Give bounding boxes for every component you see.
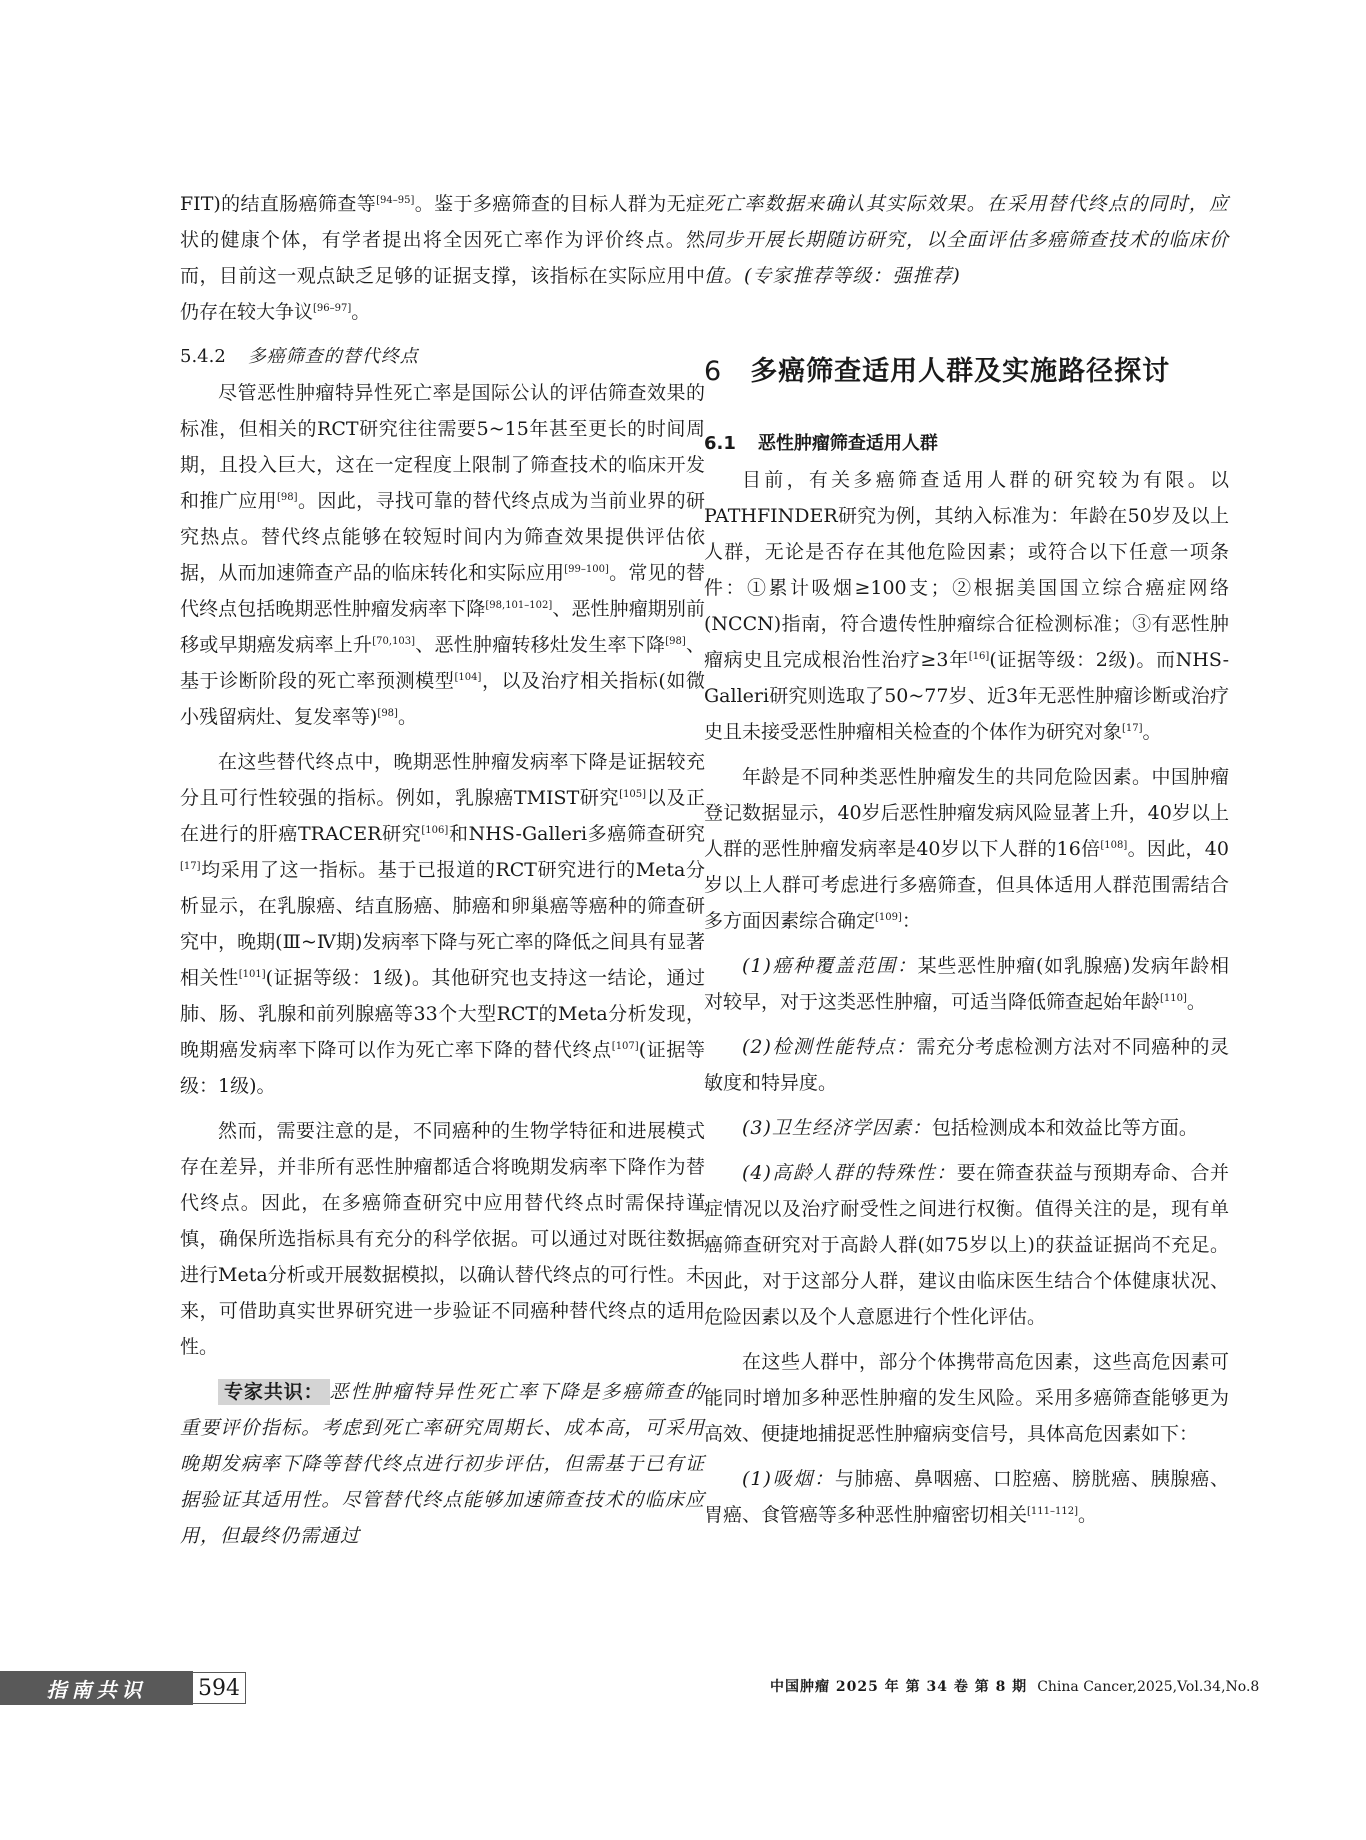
paragraph: 在这些人群中，部分个体携带高危因素，这些高危因素可能同时增加多种恶性肿瘤的发生风险。采用多癌筛查能够更为高效、便捷地捕捉恶性肿瘤病变信号，具体高危因素如下：: [704, 1351, 1229, 1445]
citation[interactable]: [17]: [1122, 723, 1143, 734]
section-tag: 指南共识: [0, 1671, 193, 1705]
journal-name-cn: 中国肿瘤 2025 年 第 34 卷 第 8 期: [770, 1679, 1028, 1695]
paragraph: FIT)的结直肠癌筛查等[94–95]。鉴于多癌筛查的目标人群为无症状的健康个体，有学者提出将全因死亡率作为评价终点。然而，目前这一观点缺乏足够的证据支撑，该指标在实际应用中仍存在较大争议[96–97]。: [180, 193, 705, 323]
paragraph: 年龄是不同种类恶性肿瘤发生的共同危险因素。中国肿瘤登记数据显示，40岁后恶性肿瘤发病风险显著上升，40岁以上人群的恶性肿瘤发病率是40岁以下人群的16倍[108]。因此，40岁以上人群可考虑进行多癌筛查，但具体适用人群范围需结合多方面因素综合确定[109]：: [704, 766, 1229, 932]
section-heading-6-1: 6.1 恶性肿瘤筛查适用人群: [704, 433, 938, 454]
citation[interactable]: [106]: [421, 825, 449, 836]
paragraph: 然而，需要注意的是，不同癌种的生物学特征和进展模式存在差异，并非所有恶性肿瘤都适合将晚期发病率下降作为替代终点。因此，在多癌筛查研究中应用替代终点时需保持谨慎，确保所选指标具有充分的科学依据。可以通过对既往数据进行Meta分析或开展数据模拟，以确认替代终点的可行性。未来，可借助真实世界研究进一步验证不同癌种替代终点的适用性。: [180, 1120, 705, 1358]
section-heading-6: 6 多癌筛查适用人群及实施路径探讨: [704, 356, 1171, 387]
citation[interactable]: [107]: [611, 1041, 639, 1052]
citation[interactable]: [108]: [1100, 840, 1128, 851]
journal-name-en: China Cancer,2025,Vol.34,No.8: [1037, 1679, 1260, 1695]
citation[interactable]: [109]: [875, 912, 902, 923]
section-heading-5-4-2: 5.4.2 多癌筛查的替代终点: [180, 346, 419, 367]
journal-footer: [770, 1676, 1259, 1696]
citation[interactable]: [105]: [619, 789, 647, 800]
citation[interactable]: [98]: [377, 708, 398, 719]
paragraph: 尽管恶性肿瘤特异性死亡率是国际公认的评估筛查效果的标准，但相关的RCT研究往往需要5~15年甚至更长的时间周期，且投入巨大，这在一定程度上限制了筛查技术的临床开发和推广应用[98]。因此，寻找可靠的替代终点成为当前业界的研究热点。替代终点能够在较短时间内为筛查效果提供评估依据，从而加速筛查产品的临床转化和实际应用[99–100]。常见的替代终点包括晚期恶性肿瘤发病率下降[98,101–102]、恶性肿瘤期别前移或早期癌发病率上升[70,103]、恶性肿瘤转移灶发生率下降[98]、基于诊断阶段的死亡率预测模型[104]，以及治疗相关指标(如微小残留病灶、复发率等)[98]。: [180, 382, 705, 728]
expert-consensus-continued: 死亡率数据来确认其实际效果。在采用替代终点的同时，应同步开展长期随访研究，以全面评估多癌筛查技术的临床价值。(专家推荐等级：强推荐): [704, 193, 1229, 287]
citation[interactable]: [94–95]: [376, 195, 415, 206]
citation[interactable]: [111–112]: [1027, 1506, 1078, 1517]
list-item: (4)高龄人群的特殊性：要在筛查获益与预期寿命、合并症情况以及治疗耐受性之间进行权衡。值得关注的是，现有单癌筛查研究对于高龄人群(如75岁以上)的获益证据尚不充足。因此，对于这部分人群，建议由临床医生结合个体健康状况、危险因素以及个人意愿进行个性化评估。: [704, 1162, 1229, 1328]
citation[interactable]: [98]: [277, 492, 298, 503]
citation[interactable]: [17]: [180, 861, 201, 872]
citation[interactable]: [96–97]: [313, 303, 352, 314]
citation[interactable]: [16]: [968, 651, 990, 662]
footer-page-tag: [0, 1671, 246, 1705]
citation[interactable]: [98,101–102]: [485, 600, 553, 611]
page-number: 594: [193, 1672, 246, 1704]
consensus-label: 专家共识：: [218, 1379, 330, 1405]
list-item: (2)检测性能特点：需充分考虑检测方法对不同癌种的灵敏度和特异度。: [704, 1036, 1229, 1094]
expert-consensus: 专家共识： 恶性肿瘤特异性死亡率下降是多癌筛查的重要评价指标。考虑到死亡率研究周期长、成本高，可采用晚期发病率下降等替代终点进行初步评估，但需基于已有证据验证其适用性。尽管替代终点能够加速筛查技术的临床应用，但最终仍需通过: [180, 1381, 705, 1547]
list-item: (1)吸烟：与肺癌、鼻咽癌、口腔癌、膀胱癌、胰腺癌、胃癌、食管癌等多种恶性肿瘤密切相关[111–112]。: [704, 1468, 1229, 1526]
citation[interactable]: [110]: [1160, 993, 1187, 1004]
list-item: (3)卫生经济学因素：包括检测成本和效益比等方面。: [742, 1117, 1198, 1139]
citation[interactable]: [98]: [665, 636, 686, 647]
citation[interactable]: [104]: [454, 672, 482, 683]
right-column: [704, 186, 1229, 1542]
citation[interactable]: [99–100]: [564, 564, 609, 575]
paragraph: 在这些替代终点中，晚期恶性肿瘤发病率下降是证据较充分且可行性较强的指标。例如，乳腺癌TMIST研究[105]以及正在进行的肝癌TRACER研究[106]和NHS-Galleri多癌筛查研究[17]均采用了这一指标。基于已报道的RCT研究进行的Meta分析显示，在乳腺癌、结直肠癌、肺癌和卵巢癌等癌种的筛查研究中，晚期(Ⅲ~Ⅳ期)发病率下降与死亡率的降低之间具有显著相关性[101](证据等级：1级)。其他研究也支持这一结论，通过肺、肠、乳腺和前列腺癌等33个大型RCT的Meta分析发现，晚期癌发病率下降可以作为死亡率下降的替代终点[107](证据等级：1级)。: [180, 751, 706, 1097]
left-column: [180, 186, 705, 1563]
citation[interactable]: [70,103]: [372, 636, 416, 647]
list-item: (1)癌种覆盖范围：某些恶性肿瘤(如乳腺癌)发病年龄相对较早，对于这类恶性肿瘤，可适当降低筛查起始年龄[110]。: [704, 955, 1229, 1013]
citation[interactable]: [101]: [238, 969, 266, 980]
paragraph: 目前，有关多癌筛查适用人群的研究较为有限。以PATHFINDER研究为例，其纳入标准为：年龄在50岁及以上人群，无论是否存在其他危险因素；或符合以下任意一项条件：①累计吸烟≥100支；②根据美国国立综合癌症网络(NCCN)指南，符合遗传性肿瘤综合征检测标准；③有恶性肿瘤病史且完成根治性治疗≥3年[16](证据等级：2级)。而NHS-Galleri研究则选取了50~77岁、近3年无恶性肿瘤诊断或治疗史且未接受恶性肿瘤相关检查的个体作为研究对象[17]。: [704, 469, 1229, 743]
